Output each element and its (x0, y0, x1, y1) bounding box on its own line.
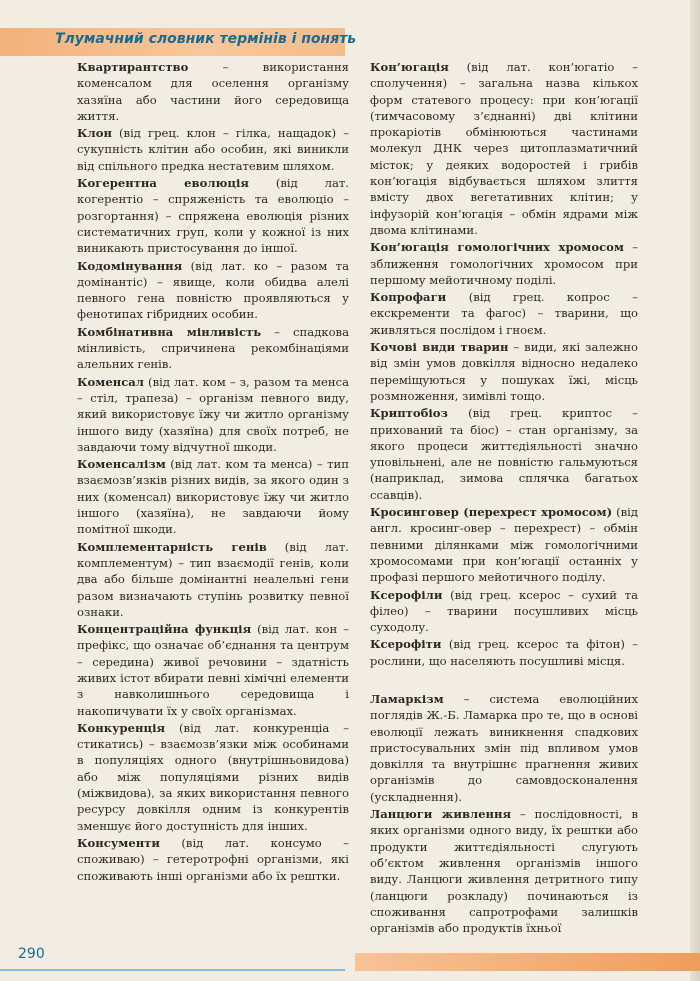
entry-term: Комплементарність генів (77, 539, 267, 554)
entry-definition: (від грец. копрос – екскременти та фагос) – тварини, що живляться послідом і гноєм. (370, 290, 638, 337)
entry-definition: (від лат. ком – з, разом та менса – стіл, трапеза) – організм певного виду, який використовує їжу чи житло організму іншого виду (хазяїна) для своїх потреб, не завдаючи тому відчутної шкоди. (77, 374, 349, 454)
page-edge-shadow (690, 0, 700, 981)
page-number: 290 (18, 946, 45, 962)
entry-kohrentna-evoliutsiia (77, 175, 349, 256)
entry-term: Ксерофіти (370, 637, 442, 652)
entry-definition: (від лат. конкуренціа – стикатись) – взаємозв’язки між особинами в популяціях одного (внутрішньовидова) або між популяціями різних видів (міжвидова), за яких використання певного ресурсу довкілля одним із конкурентів зменшує його доступність для інших. (77, 720, 349, 833)
entry-definition: (від грец. криптос – прихований та біос) – стан організму, за якого процеси життєдіяльності значно уповільнені, але не повністю гальмуються (наприклад, зимова сплячка багатьох ссавців). (370, 406, 638, 502)
entry-lamarkizm (370, 691, 638, 805)
entry-term: Квартирантство (77, 60, 189, 74)
entry-koprofahy (370, 289, 638, 338)
entry-term: Коменсалізм (77, 457, 166, 472)
entry-term: Копрофаги (370, 290, 447, 305)
entry-kochovi-vydy (370, 339, 638, 404)
entry-definition: – спадкова мінливість, спричинена рекомбінаціями алельних генів. (77, 324, 349, 372)
entry-definition: (від англ. кросинг-овер – перехрест) – обмін певними ділянками між гомологічними хромосомами при кон’югації останніх у профазі першого мейотичного поділу. (370, 505, 638, 585)
entry-definition: (від лат. ком та менса) – тип взаємозв’язків різних видів, за якого один з них (коменсал) використовує їжу чи житло іншого (хазяїна), не завдаючи йому помітної шкоди. (77, 457, 349, 537)
entry-kvartyrantstvo (77, 59, 349, 124)
entry-term: Кон’югація (370, 60, 449, 74)
entry-kserofily (370, 587, 638, 636)
entry-term: Кодомінування (77, 258, 183, 273)
entry-koniuhatsiia-khromosom (370, 239, 638, 288)
entry-definition: (від лат. кон – префікс, що означає об’єднання та центрум – середина) живої речовини – здатність живих істот вбирати певні хімічні елементи з навколишнього середовища і накопичувати їх у своїх організмах. (77, 622, 349, 718)
footer-band (355, 953, 700, 971)
footer-rule (0, 969, 345, 971)
entry-term: Кросинговер (перехрест хромосом) (370, 505, 613, 520)
entry-term: Комбінативна мінливість (77, 324, 262, 339)
entry-kserofity (370, 636, 638, 669)
entry-definition: (від грец. ксерос – сухий та філео) – тварини посушливих місць суходолу. (370, 587, 638, 635)
entry-definition: (від грец. клон – гілка, нащадок) – сукупність клітин або особин, які виникли від спільного предка нестатевим шляхом. (77, 126, 349, 173)
page-header-title: Тлумачний словник термінів і понять (55, 31, 357, 47)
entry-term: Когерентна еволюція (77, 176, 249, 191)
entry-kodominuvannia (77, 258, 349, 323)
left-column (77, 59, 349, 885)
entry-koniuhatsiia (370, 59, 638, 238)
entry-term: Консументи (77, 835, 160, 850)
entry-konkurentsiia (77, 720, 349, 834)
entry-term: Ламаркізм (370, 691, 444, 706)
entry-konsumenty (77, 835, 349, 884)
entry-definition: (від лат. кон’югатіо – сполучення) – загальна назва кількох форм статевого процесу: при кон’югації (тимчасовому з’єднанні) дві клітини прокаріотів обмінюються частинами молекул ДНК через цитоплазматичний місток; у деяких водоростей і грибів кон’югація відбувається шляхом злиття вмісту двох вегетативних клітин; у інфузорій кон’югація – обмін ядрами між двома клітинами. (370, 60, 638, 237)
entry-komensal (77, 374, 349, 455)
entry-komensalizm (77, 456, 349, 537)
entry-term: Кочові види тварин (370, 340, 509, 355)
entry-definition: – зближення гомологічних хромосом при першому мейотичному поділі. (370, 240, 638, 287)
entry-komplementarnist-heniv (77, 539, 349, 620)
entry-kontsentratsiina-funktsiia (77, 621, 349, 719)
entry-kryptobioz (370, 405, 638, 503)
entry-term: Ланцюги живлення (370, 807, 512, 822)
entry-lantsiuhy-zhyvlennia (370, 806, 638, 936)
entry-definition: (від лат. когерентіо – спряженість та еволюціо – розгортання) – спряжена еволюція різних систематичних груп, коли у кожної із них виникають пристосування до іншої. (77, 176, 349, 256)
entry-definition: (від лат. комплементум) – тип взаємодії генів, коли два або більше домінантні неалельні гени разом визначають ступінь розвитку певної ознаки. (77, 539, 349, 619)
entry-definition: (від грец. ксерос та фітон) – рослини, що населяють посушливі місця. (370, 637, 638, 668)
entry-term: Кон’югація гомологічних хромосом (370, 240, 624, 255)
entry-definition: – послідовності, в яких організми одного виду, їх рештки або продукти життєдіяльності слугують об’єктом живлення організмів іншого виду. Ланцюги живлення детритного типу (ланцюги розкладу) починаються із споживання сапротрофами залишків організмів або продуктів їхньої (370, 807, 638, 936)
right-column (370, 59, 638, 937)
entry-definition: – види, які залежно від змін умов довкілля відносно недалеко переміщуються у пошуках їжі, місць розмноження, зимівлі тощо. (370, 340, 638, 403)
entry-term: Криптобіоз (370, 406, 448, 421)
entry-term: Клон (77, 126, 112, 141)
entry-definition: (від лат. консумо – споживаю) – гетеротрофні організми, які споживають інші організми або їх рештки. (77, 835, 349, 883)
entry-definition: (від лат. ко – разом та домінантіс) – явище, коли обидва алелі певного гена повністю проявляються у фенотипах гібридних особин. (77, 258, 349, 322)
entry-definition: – використання коменсалом для оселення організму хазяїна або частини його середовища життя. (77, 60, 349, 123)
entry-term: Концентраційна функція (77, 622, 252, 637)
entry-term: Коменсал (77, 374, 144, 389)
entry-term: Ксерофіли (370, 587, 443, 602)
entry-term: Конкуренція (77, 720, 166, 735)
entry-definition: – система еволюційних поглядів Ж.-Б. Ламарка про те, що в основі еволюції лежать виникнення спадкових пристосувальних змін під впливом умов довкілля та внутрішнє прагнення живих організмів до самовдосконалення (ускладнення). (370, 691, 638, 804)
entry-kombinatyvna-minlyvist (77, 324, 349, 373)
entry-klon (77, 125, 349, 174)
entry-krosynhover (370, 504, 638, 585)
